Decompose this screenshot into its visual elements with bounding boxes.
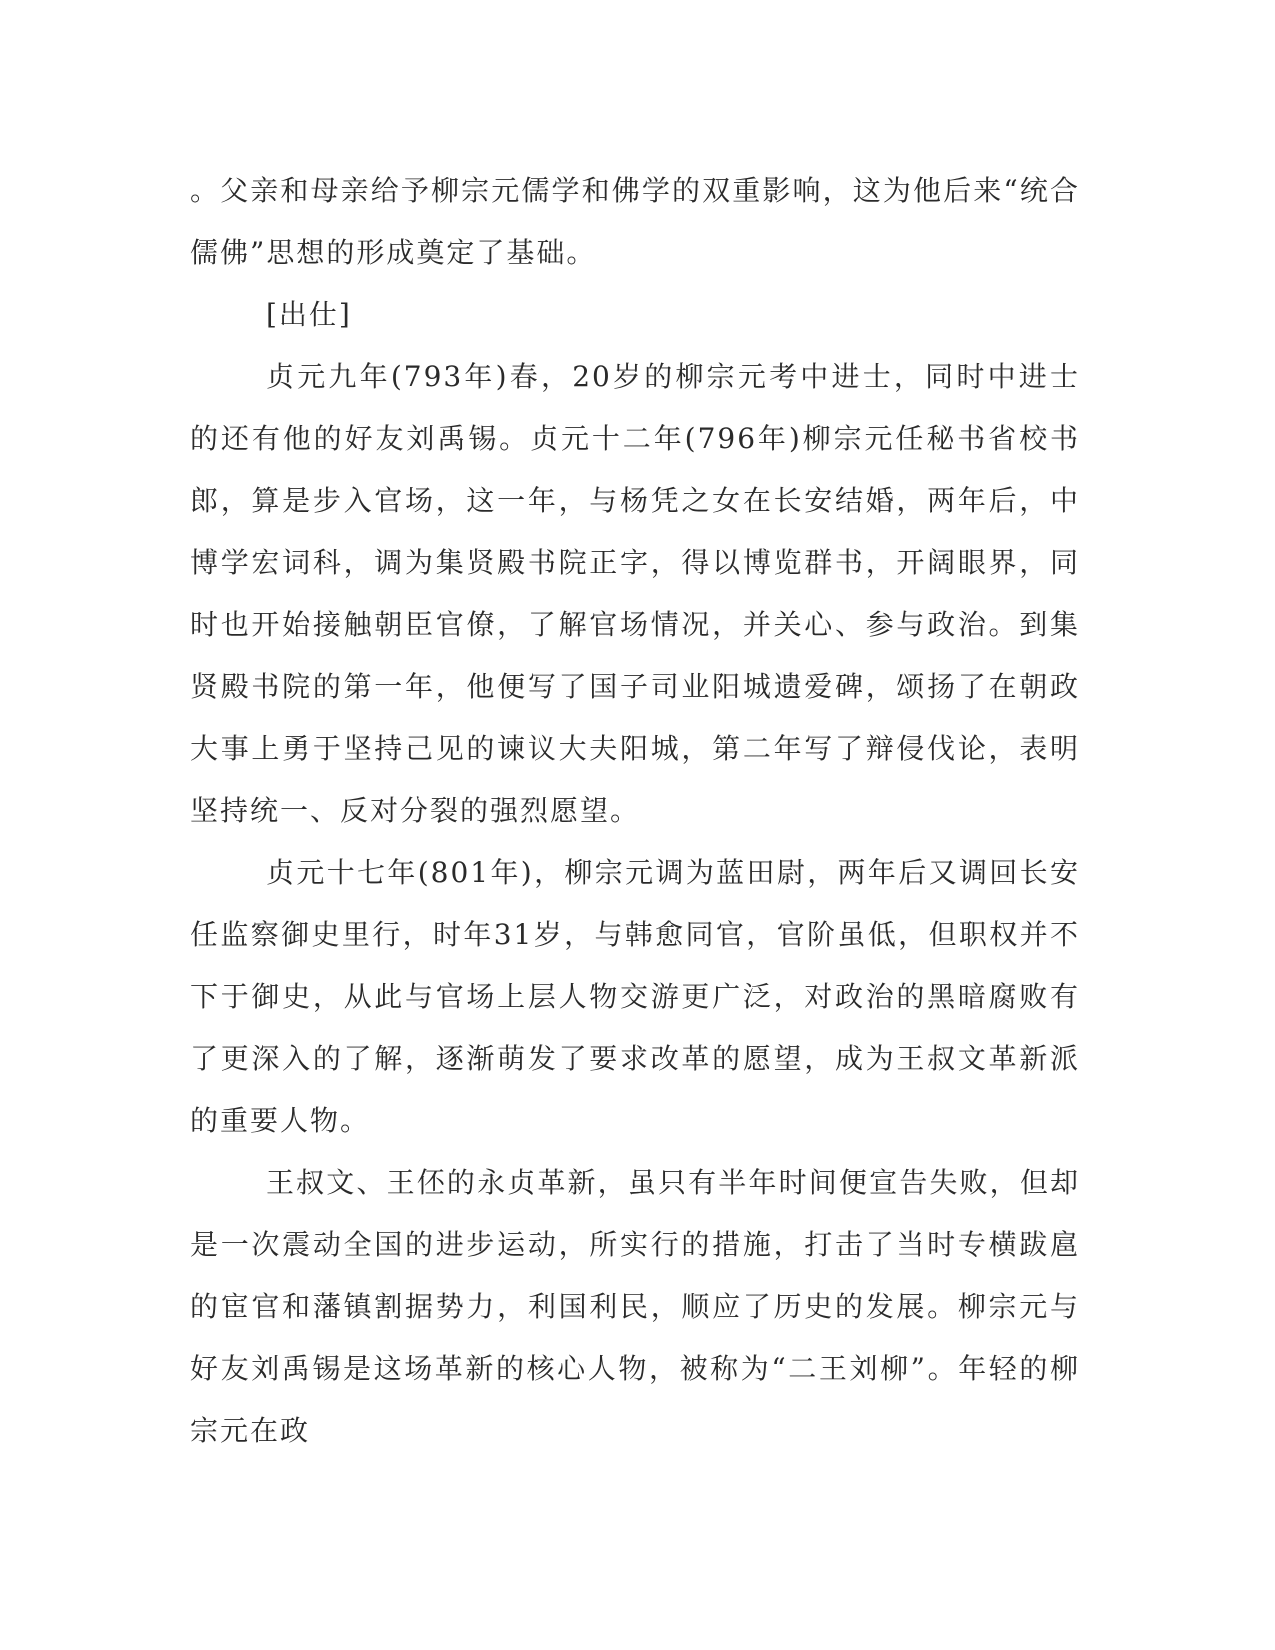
section-heading: [出仕]: [266, 298, 352, 331]
paragraph: 贞元九年(793年)春，20岁的柳宗元考中进士，同时中进士的还有他的好友刘禹锡。贞元十二年(796年)柳宗元任秘书省校书郎，算是步入官场，这一年，与杨凭之女在长安结婚，两年后，中博学宏词科，调为集贤殿书院正字，得以博览群书，开阔眼界，同时也开始接触朝臣官僚，了解官场情况，并关心、参与政治。到集贤殿书院的第一年，他便写了国子司业阳城遗爱碑，颂扬了在朝政大事上勇于坚持己见的谏议大夫阳城，第二年写了辩侵伐论，表明坚持统一、反对分裂的强烈愿望。: [190, 360, 1080, 827]
paragraph-continuation: 。父亲和母亲给予柳宗元儒学和佛学的双重影响，这为他后来“统合儒佛”思想的形成奠定了基础。: [190, 174, 1080, 269]
paragraph: 王叔文、王伾的永贞革新，虽只有半年时间便宣告失败，但却是一次震动全国的进步运动，所实行的措施，打击了当时专横跋扈的宦官和藩镇割据势力，利国利民，顺应了历史的发展。柳宗元与好友刘禹锡是这场革新的核心人物，被称为“二王刘柳”。年轻的柳宗元在政: [190, 1166, 1080, 1447]
paragraph: 贞元十七年(801年)，柳宗元调为蓝田尉，两年后又调回长安任监察御史里行，时年31岁，与韩愈同官，官阶虽低，但职权并不下于御史，从此与官场上层人物交游更广泛，对政治的黑暗腐败有了更深入的了解，逐渐萌发了要求改革的愿望，成为王叔文革新派的重要人物。: [190, 856, 1080, 1137]
body-text: [190, 160, 1080, 1462]
